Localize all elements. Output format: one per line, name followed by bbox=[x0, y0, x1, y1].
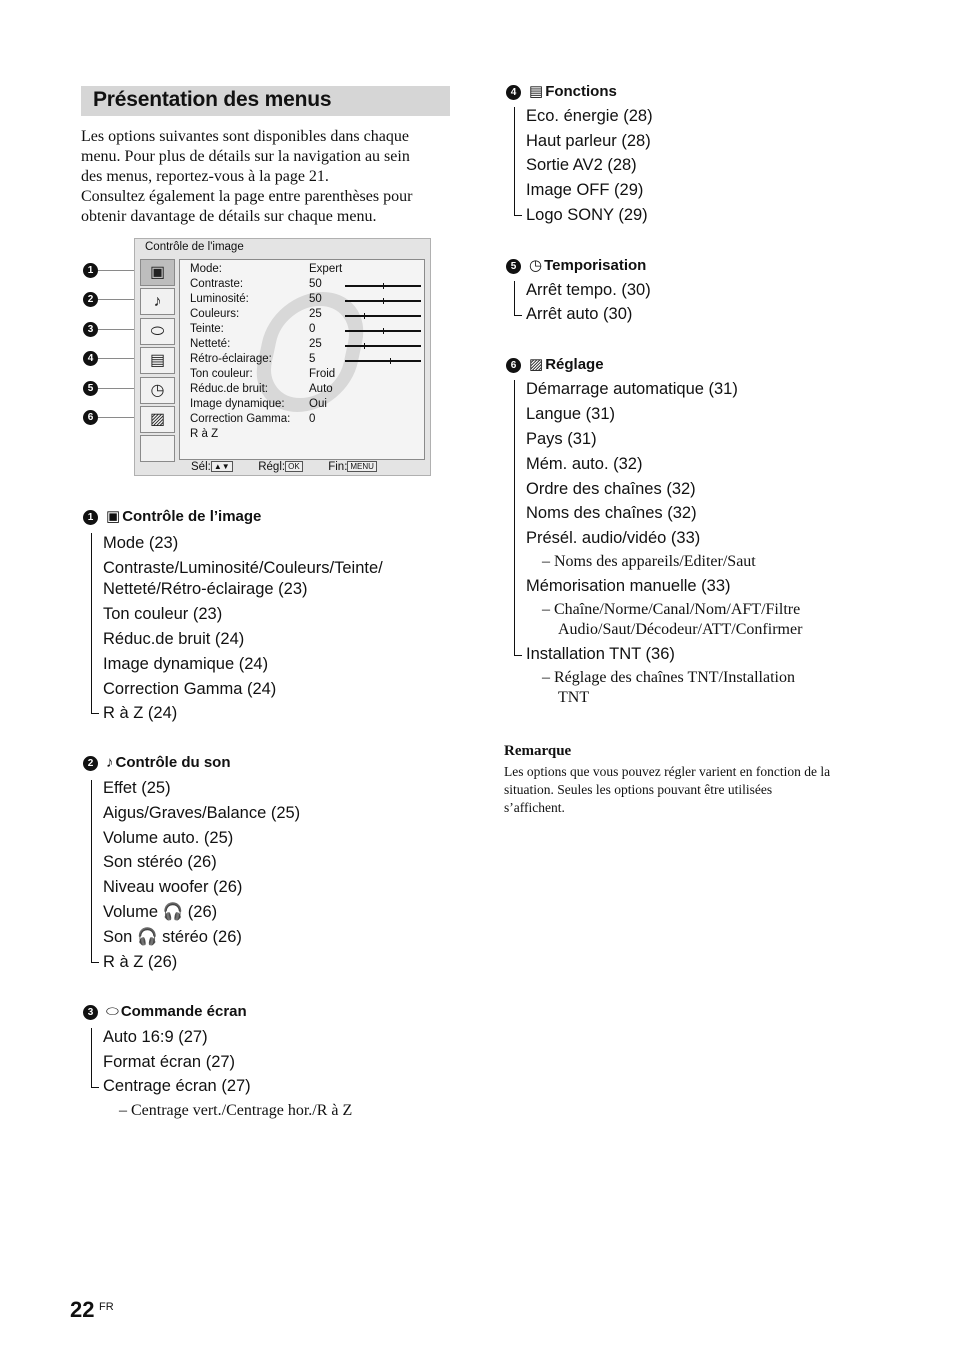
section-number: 4 bbox=[506, 85, 521, 100]
section-number: 5 bbox=[506, 259, 521, 274]
menu-item: Niveau woofer (26) bbox=[103, 878, 243, 896]
callout-leader bbox=[98, 388, 139, 389]
intro-paragraph bbox=[81, 127, 453, 227]
setting-label: Correction Gamma: bbox=[190, 413, 291, 425]
menu-item-text: Volume bbox=[103, 903, 159, 921]
setting-slider[interactable] bbox=[345, 345, 421, 347]
menu-item: Auto 16:9 (27) bbox=[103, 1028, 208, 1046]
setting-value: 5 bbox=[309, 353, 316, 365]
section-title: Réglage bbox=[545, 356, 604, 373]
screen-setting-row[interactable] bbox=[190, 353, 420, 368]
callout-6: 6 bbox=[83, 410, 98, 425]
setting-value: 50 bbox=[309, 293, 322, 305]
menu-item bbox=[103, 927, 242, 947]
tree-line bbox=[91, 1028, 92, 1088]
callout-2: 2 bbox=[83, 292, 98, 307]
ok-key-icon: OK bbox=[285, 461, 303, 472]
callout-leader bbox=[98, 299, 139, 300]
tree-line bbox=[514, 107, 515, 216]
callout-4: 4 bbox=[83, 351, 98, 366]
sub-options-continued: Audio/Saut/Décodeur/ATT/Confirmer bbox=[558, 621, 803, 638]
tree-line-end bbox=[514, 655, 522, 656]
callout-leader bbox=[98, 329, 139, 330]
screen-setting-row[interactable] bbox=[190, 383, 420, 398]
setting-value: 0 bbox=[309, 413, 316, 425]
menu-item-text: Son bbox=[103, 928, 133, 946]
footer-select-label: Sél: bbox=[191, 461, 211, 473]
setup-icon: ▨ bbox=[529, 356, 544, 373]
setting-value: 25 bbox=[309, 338, 322, 350]
intro-line: obtenir davantage de détails sur chaque menu. bbox=[81, 208, 377, 225]
setting-value: 0 bbox=[309, 323, 316, 335]
screen-footer bbox=[191, 461, 377, 473]
section-heading-6 bbox=[506, 355, 604, 373]
slider-marker bbox=[364, 313, 365, 319]
setting-slider[interactable] bbox=[345, 315, 421, 317]
slider-marker bbox=[383, 328, 384, 334]
setting-value: 50 bbox=[309, 278, 322, 290]
menu-item-text: stéréo (26) bbox=[162, 928, 242, 946]
screen-setting-row[interactable] bbox=[190, 398, 420, 413]
menu-item: R à Z (24) bbox=[103, 704, 178, 722]
menu-item: Ton couleur (23) bbox=[103, 605, 223, 623]
remark-text bbox=[504, 763, 884, 817]
setting-label: Rétro-éclairage: bbox=[190, 353, 272, 365]
sub-options: – Centrage vert./Centrage hor./R à Z bbox=[119, 1102, 353, 1119]
section-number: 6 bbox=[506, 358, 521, 373]
screen-setting-row[interactable] bbox=[190, 263, 420, 278]
intro-line: menu. Pour plus de détails sur la navigation au sein bbox=[81, 148, 410, 165]
menu-item: Mode (23) bbox=[103, 534, 179, 552]
callout-5: 5 bbox=[83, 381, 98, 396]
section-title: Fonctions bbox=[545, 83, 617, 100]
menu-item: R à Z (26) bbox=[103, 953, 178, 971]
screen-control-icon[interactable]: ⬭ bbox=[140, 318, 175, 345]
section-heading-5 bbox=[506, 256, 646, 274]
intro-line: Les options suivantes sont disponibles dans chaque bbox=[81, 128, 409, 145]
setting-value: Expert bbox=[309, 263, 343, 275]
timer-icon[interactable]: ◷ bbox=[140, 377, 175, 404]
menu-item: Réduc.de bruit (24) bbox=[103, 630, 245, 648]
section-heading-1 bbox=[83, 507, 261, 525]
intro-line: Consultez également la page entre parenthèses pour bbox=[81, 188, 413, 205]
screen-setting-row[interactable] bbox=[190, 278, 420, 293]
tree-line bbox=[514, 380, 515, 656]
tree-line-end bbox=[514, 315, 522, 316]
callout-leader bbox=[98, 358, 139, 359]
setting-label: Mode: bbox=[190, 263, 222, 275]
menu-item: Correction Gamma (24) bbox=[103, 680, 277, 698]
screen-setting-row[interactable] bbox=[190, 323, 420, 338]
menu-item: Installation TNT (36) bbox=[526, 645, 675, 663]
page-language: FR bbox=[99, 1301, 114, 1313]
screen-menu-icons bbox=[138, 257, 177, 461]
screen-settings-panel bbox=[179, 259, 425, 460]
tree-line-end bbox=[91, 1087, 99, 1088]
menu-item-continued: Netteté/Rétro-éclairage (23) bbox=[103, 580, 308, 598]
menu-item: Arrêt tempo. (30) bbox=[526, 281, 651, 299]
section-number: 3 bbox=[83, 1005, 98, 1020]
setting-value: Froid bbox=[309, 368, 336, 380]
menu-item: Centrage écran (27) bbox=[103, 1077, 251, 1095]
tv-menu-screen bbox=[134, 238, 431, 476]
setting-slider[interactable] bbox=[345, 285, 421, 287]
menu-item: Format écran (27) bbox=[103, 1053, 236, 1071]
tree-line bbox=[91, 780, 92, 963]
slider-marker bbox=[364, 343, 365, 349]
screen-control-icon: ⬭ bbox=[106, 1003, 119, 1020]
menu-item: Démarrage automatique (31) bbox=[526, 380, 738, 398]
page-number: 22 bbox=[70, 1297, 95, 1322]
menu-item: Effet (25) bbox=[103, 779, 171, 797]
callout-leader bbox=[98, 270, 139, 271]
setting-label: Contraste: bbox=[190, 278, 244, 290]
sound-icon[interactable]: ♪ bbox=[140, 288, 175, 315]
menu-item: Contraste/Luminosité/Couleurs/Teinte/ bbox=[103, 559, 383, 577]
setting-label: Image dynamique: bbox=[190, 398, 285, 410]
screen-setting-row[interactable] bbox=[190, 428, 420, 443]
tree-line-end bbox=[91, 713, 99, 714]
section-title: Temporisation bbox=[544, 257, 647, 274]
setting-slider[interactable] bbox=[345, 300, 421, 302]
menu-key-icon: MENU bbox=[347, 461, 377, 472]
screen-setting-row[interactable] bbox=[190, 308, 420, 323]
screen-setting-row[interactable] bbox=[190, 413, 420, 428]
setting-value: Auto bbox=[309, 383, 333, 395]
setting-label: Netteté: bbox=[190, 338, 231, 350]
intro-line: des menus, reportez-vous à la page 21. bbox=[81, 168, 329, 185]
slider-marker bbox=[383, 283, 384, 289]
menu-item: Langue (31) bbox=[526, 405, 615, 423]
setting-label: Ton couleur: bbox=[190, 368, 253, 380]
sub-options: – Noms des appareils/Editer/Saut bbox=[542, 553, 756, 570]
menu-item: Image OFF (29) bbox=[526, 181, 644, 199]
timer-icon: ◷ bbox=[529, 257, 543, 274]
footer-exit-label: Fin: bbox=[328, 461, 348, 473]
menu-item: Sortie AV2 (28) bbox=[526, 156, 637, 174]
menu-item: Arrêt auto (30) bbox=[526, 305, 633, 323]
empty-menu-slot bbox=[140, 435, 175, 462]
tree-line bbox=[91, 533, 92, 714]
section-heading-4 bbox=[506, 82, 617, 100]
menu-item: Présél. audio/vidéo (33) bbox=[526, 529, 701, 547]
section-title-bar bbox=[81, 86, 450, 116]
setting-label: R à Z bbox=[190, 428, 219, 440]
menu-item: Image dynamique (24) bbox=[103, 655, 269, 673]
remark-line: situation. Seules les options pouvant être utilisées bbox=[504, 782, 773, 797]
menu-item bbox=[103, 902, 217, 922]
setting-value: 25 bbox=[309, 308, 322, 320]
menu-item-text: (26) bbox=[187, 903, 218, 921]
remark-line: Les options que vous pouvez régler varient en fonction de la bbox=[504, 764, 831, 779]
section-title: Commande écran bbox=[120, 1003, 247, 1020]
screen-setting-row[interactable] bbox=[190, 338, 420, 353]
setting-slider[interactable] bbox=[345, 360, 421, 362]
remark-line: s’affichent. bbox=[504, 800, 565, 815]
headphones-icon: 🎧 bbox=[162, 903, 184, 921]
section-title: Contrôle de l’image bbox=[122, 508, 262, 525]
picture-icon: ▣ bbox=[106, 508, 121, 525]
slider-marker bbox=[390, 358, 391, 364]
setup-icon[interactable]: ▨ bbox=[140, 406, 175, 433]
picture-icon[interactable]: ▣ bbox=[140, 259, 175, 286]
menu-item: Ordre des chaînes (32) bbox=[526, 480, 696, 498]
setting-label: Couleurs: bbox=[190, 308, 240, 320]
menu-item: Volume auto. (25) bbox=[103, 829, 234, 847]
footer-set-label: Régl: bbox=[258, 461, 286, 473]
menu-item: Noms des chaînes (32) bbox=[526, 504, 697, 522]
section-number: 2 bbox=[83, 756, 98, 771]
menu-item: Pays (31) bbox=[526, 430, 597, 448]
section-number: 1 bbox=[83, 510, 98, 525]
sound-icon: ♪ bbox=[106, 754, 114, 771]
menu-item: Son stéréo (26) bbox=[103, 853, 217, 871]
menu-item: Aigus/Graves/Balance (25) bbox=[103, 804, 301, 822]
menu-item: Mémorisation manuelle (33) bbox=[526, 577, 731, 595]
features-icon[interactable]: ▤ bbox=[140, 347, 175, 374]
sub-options: – Chaîne/Norme/Canal/Nom/AFT/Filtre bbox=[542, 601, 801, 618]
tree-line bbox=[514, 281, 515, 316]
headphones-icon: 🎧 bbox=[136, 928, 158, 946]
screen-setting-row[interactable] bbox=[190, 368, 420, 383]
callout-3: 3 bbox=[83, 322, 98, 337]
sub-options: – Réglage des chaînes TNT/Installation bbox=[542, 669, 795, 686]
callout-leader bbox=[98, 417, 139, 418]
sub-options-continued: TNT bbox=[558, 689, 590, 706]
menu-item: Haut parleur (28) bbox=[526, 132, 651, 150]
menu-item: Mém. auto. (32) bbox=[526, 455, 643, 473]
section-heading-3 bbox=[83, 1003, 247, 1020]
screen-title: Contrôle de l'image bbox=[145, 241, 244, 253]
features-icon: ▤ bbox=[529, 83, 544, 100]
callout-1: 1 bbox=[83, 263, 98, 278]
setting-slider[interactable] bbox=[345, 330, 421, 332]
tree-line-end bbox=[514, 215, 522, 216]
section-heading-2 bbox=[83, 754, 231, 771]
setting-label: Réduc.de bruit: bbox=[190, 383, 268, 395]
screen-setting-row[interactable] bbox=[190, 293, 420, 308]
remark-heading: Remarque bbox=[504, 743, 572, 759]
arrow-keys-icon: ▲▼ bbox=[211, 461, 233, 472]
menu-item: Eco. énergie (28) bbox=[526, 107, 653, 125]
tree-line-end bbox=[91, 962, 99, 963]
menu-item: Logo SONY (29) bbox=[526, 206, 648, 224]
setting-label: Luminosité: bbox=[190, 293, 249, 305]
slider-marker bbox=[383, 298, 384, 304]
setting-label: Teinte: bbox=[190, 323, 224, 335]
setting-value: Oui bbox=[309, 398, 327, 410]
page-title: Présentation des menus bbox=[93, 88, 332, 111]
section-title: Contrôle du son bbox=[115, 754, 231, 771]
